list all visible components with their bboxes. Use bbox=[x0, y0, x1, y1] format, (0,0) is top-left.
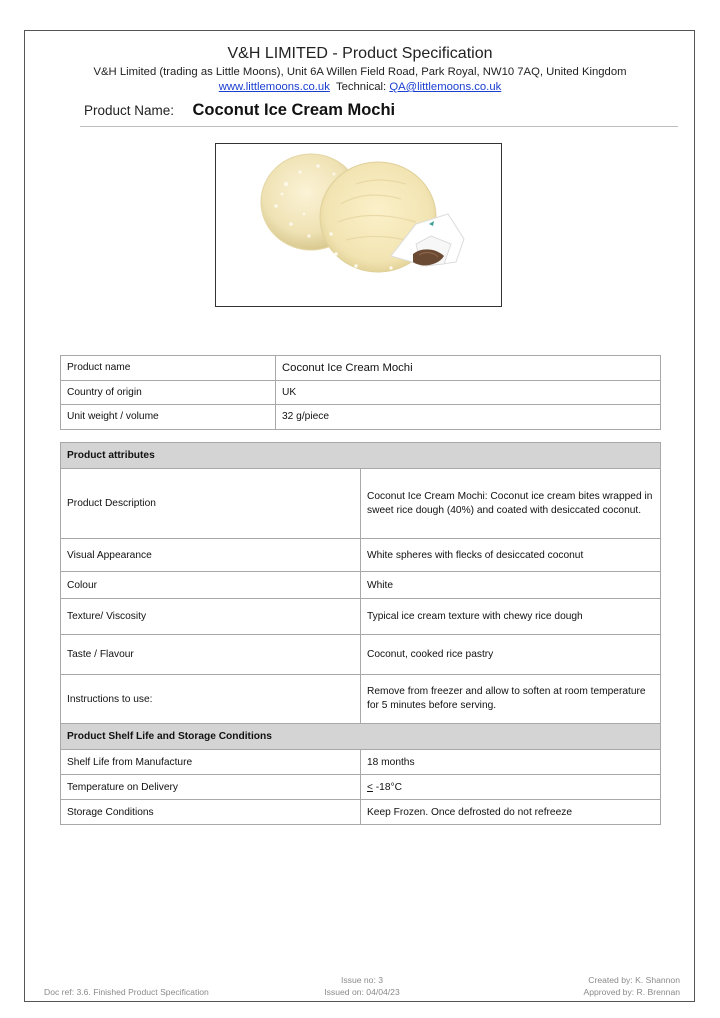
cell-value: Remove from freezer and allow to soften at room temperature for 5 minutes before serving. bbox=[361, 675, 661, 724]
product-name-row bbox=[84, 101, 395, 120]
website-link[interactable]: www.littlemoons.co.uk bbox=[218, 81, 330, 93]
table-row bbox=[61, 539, 661, 572]
cell-label: Product Description bbox=[61, 469, 361, 539]
cell-value: Coconut, cooked rice pastry bbox=[361, 635, 661, 675]
technical-email-link[interactable]: QA@littlemoons.co.uk bbox=[389, 81, 502, 93]
cell-value: UK bbox=[276, 380, 661, 405]
product-photo bbox=[215, 143, 502, 307]
basic-info-table bbox=[60, 355, 661, 430]
cell-value: White bbox=[361, 572, 661, 599]
created-by: Created by: K. Shannon bbox=[588, 975, 680, 985]
cell-value: Keep Frozen. Once defrosted do not refreeze bbox=[361, 800, 661, 825]
section-heading-shelf-life: Product Shelf Life and Storage Conditions bbox=[61, 724, 661, 750]
company-address: V&H Limited (trading as Little Moons), Unit 6A Willen Field Road, Park Royal, NW10 7AQ, United Kingdom bbox=[93, 66, 627, 78]
divider bbox=[80, 126, 678, 127]
table-row bbox=[61, 599, 661, 635]
attributes-table bbox=[60, 442, 661, 825]
cell-label: Shelf Life from Manufacture bbox=[61, 750, 361, 775]
section-header-row bbox=[61, 443, 661, 469]
footer-issue bbox=[300, 974, 424, 998]
less-equal-symbol: < bbox=[367, 781, 373, 793]
table-row bbox=[61, 380, 661, 405]
approved-by: Approved by: R. Brennan bbox=[583, 987, 680, 997]
cell-value: 18 months bbox=[361, 750, 661, 775]
cell-value: Coconut Ice Cream Mochi bbox=[276, 356, 661, 381]
cell-label: Temperature on Delivery bbox=[61, 775, 361, 800]
cell-label: Storage Conditions bbox=[61, 800, 361, 825]
temperature-value: -18°C bbox=[372, 781, 402, 793]
table-row bbox=[61, 800, 661, 825]
table-row bbox=[61, 356, 661, 381]
cell-label: Colour bbox=[61, 572, 361, 599]
section-heading-attributes: Product attributes bbox=[61, 443, 661, 469]
cell-label: Texture/ Viscosity bbox=[61, 599, 361, 635]
cell-label: Unit weight / volume bbox=[61, 405, 276, 430]
document-title: V&H LIMITED - Product Specification bbox=[227, 45, 493, 62]
cell-value: 32 g/piece bbox=[276, 405, 661, 430]
cell-value bbox=[361, 775, 661, 800]
coconut-mochi-photo-icon bbox=[216, 144, 501, 306]
cell-label: Product name bbox=[61, 356, 276, 381]
cell-label: Instructions to use: bbox=[61, 675, 361, 724]
cell-label: Taste / Flavour bbox=[61, 635, 361, 675]
section-header-row bbox=[61, 724, 661, 750]
issue-date: Issued on: 04/04/23 bbox=[324, 987, 400, 997]
cell-value: Typical ice cream texture with chewy rice dough bbox=[361, 599, 661, 635]
footer-approvals bbox=[584, 974, 681, 998]
table-row bbox=[61, 775, 661, 800]
footer-doc-ref: Doc ref: 3.6. Finished Product Specification bbox=[44, 987, 209, 997]
cell-value: Coconut Ice Cream Mochi: Coconut ice cream bites wrapped in sweet rice dough (40%) and coated with desiccated coconut. bbox=[361, 469, 661, 539]
table-row bbox=[61, 405, 661, 430]
issue-number: Issue no: 3 bbox=[340, 975, 384, 985]
cell-value: White spheres with flecks of desiccated coconut bbox=[361, 539, 661, 572]
cell-label: Country of origin bbox=[61, 380, 276, 405]
table-row bbox=[61, 572, 661, 599]
technical-label: Technical: bbox=[335, 81, 387, 93]
product-name-value: Coconut Ice Cream Mochi bbox=[192, 101, 396, 119]
table-row bbox=[61, 469, 661, 539]
table-row bbox=[61, 675, 661, 724]
cell-label: Visual Appearance bbox=[61, 539, 361, 572]
table-row bbox=[61, 635, 661, 675]
table-row bbox=[61, 750, 661, 775]
product-name-label: Product Name: bbox=[84, 103, 175, 118]
contact-line bbox=[0, 81, 720, 93]
